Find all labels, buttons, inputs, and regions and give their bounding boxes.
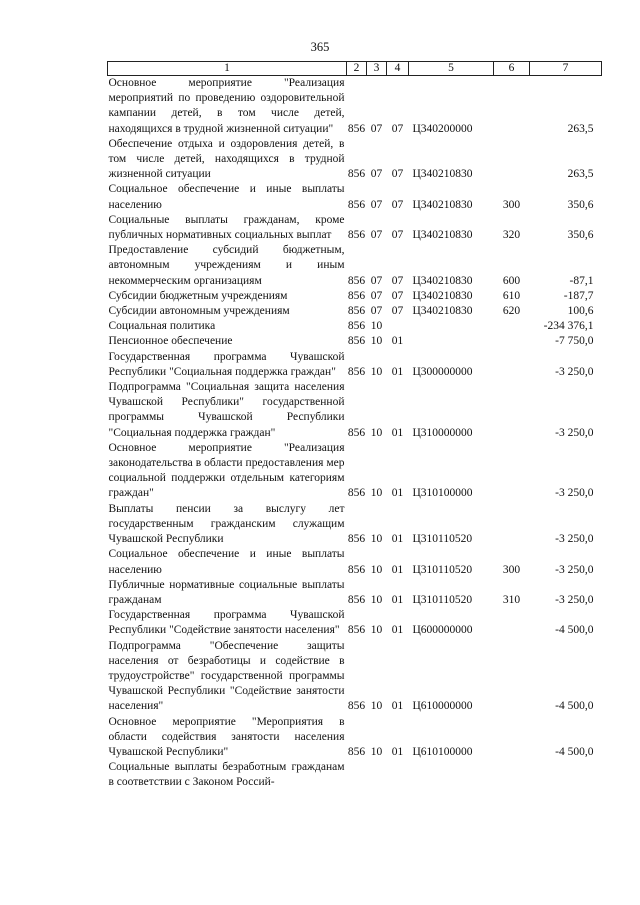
row-ministry-code: 856 <box>347 745 366 758</box>
row-ministry-code: 856 <box>347 624 366 637</box>
row-name: Субсидии бюджетным учреждениям <box>108 289 288 302</box>
row-expense-type <box>494 715 530 761</box>
row-expense-type <box>494 380 530 441</box>
row-name: Субсидии автономным учреждениям <box>108 305 290 318</box>
row-subsection-code: 01 <box>391 426 404 439</box>
row-subsection-code: 01 <box>391 533 404 546</box>
row-subsection-code: 01 <box>391 487 404 500</box>
table-row <box>108 350 602 380</box>
row-subsection-code: 01 <box>391 745 404 758</box>
row-expense-type <box>494 639 530 715</box>
row-section-code: 07 <box>370 229 383 242</box>
table-row <box>108 715 602 761</box>
row-name: Основное мероприятие "Мероприятия в области содействия занятости населения Чувашской Республики" <box>108 715 345 758</box>
row-ministry-code: 856 <box>347 593 366 606</box>
row-name: Социальные выплаты гражданам, кроме публичных нормативных социальных выплат <box>108 213 345 242</box>
row-ministry-code: 856 <box>347 533 366 546</box>
row-ministry-code: 856 <box>347 289 366 302</box>
row-target-article: Ц310000000 <box>412 426 473 439</box>
row-section-code <box>367 760 387 790</box>
table-row <box>108 547 602 577</box>
row-section-code: 10 <box>370 365 383 378</box>
row-amount: -4 500,0 <box>555 700 594 713</box>
table-row <box>108 334 602 349</box>
row-name: Социальная политика <box>108 320 216 333</box>
row-section-code: 10 <box>370 563 383 576</box>
row-amount: -3 250,0 <box>555 487 594 500</box>
row-section-code: 10 <box>370 533 383 546</box>
row-subsection-code: 07 <box>391 274 404 287</box>
row-amount: -7 750,0 <box>555 335 594 348</box>
header-col-7: 7 <box>530 62 602 76</box>
row-amount: -234 376,1 <box>543 320 594 333</box>
row-subsection-code: 01 <box>391 563 404 576</box>
row-name: Пенсионное обеспечение <box>108 335 233 348</box>
row-amount: -187,7 <box>563 289 594 302</box>
row-expense-type: 620 <box>502 305 521 318</box>
row-amount: 350,6 <box>567 229 594 242</box>
row-section-code: 07 <box>370 305 383 318</box>
budget-table <box>107 61 602 791</box>
table-row <box>108 213 602 243</box>
row-expense-type: 300 <box>502 198 521 211</box>
row-name: Социальные выплаты безработным гражданам в соответствии с Законом Россий- <box>108 761 345 789</box>
row-name: Государственная программа Чувашской Республики "Содействие занятости населения" <box>108 609 345 637</box>
row-ministry-code: 856 <box>347 365 366 378</box>
header-col-6: 6 <box>494 62 530 76</box>
row-section-code: 07 <box>370 198 383 211</box>
row-name: Обеспечение отдыха и оздоровления детей, в том числе детей, находящихся в трудной жизненной ситуации <box>108 137 345 181</box>
row-expense-type: 600 <box>502 274 521 287</box>
row-amount: -4 500,0 <box>555 745 594 758</box>
row-ministry-code: 856 <box>347 487 366 500</box>
row-subsection-code: 07 <box>391 289 404 302</box>
row-expense-type <box>494 760 530 790</box>
row-ministry-code: 856 <box>347 274 366 287</box>
row-expense-type: 320 <box>502 229 521 242</box>
row-expense-type <box>494 76 530 137</box>
table-row <box>108 639 602 715</box>
row-section-code: 10 <box>370 745 383 758</box>
row-amount: -3 250,0 <box>555 426 594 439</box>
row-target-article: Ц340210830 <box>412 289 473 302</box>
table-row <box>108 760 602 790</box>
header-col-5: 5 <box>409 62 494 76</box>
row-target-article: Ц340210830 <box>412 274 473 287</box>
row-subsection-code: 01 <box>391 700 404 713</box>
table-row <box>108 304 602 319</box>
table-header <box>108 62 602 76</box>
row-subsection-code: 07 <box>391 305 404 318</box>
row-target-article: Ц310110520 <box>412 533 473 546</box>
header-col-4: 4 <box>387 62 409 76</box>
table-row <box>108 289 602 304</box>
row-name: Государственная программа Чувашской Республики "Социальная поддержка граждан" <box>108 350 345 378</box>
row-expense-type <box>494 319 530 334</box>
table-row <box>108 319 602 334</box>
row-section-code: 10 <box>370 624 383 637</box>
row-target-article: Ц600000000 <box>412 624 473 637</box>
row-subsection-code: 01 <box>391 624 404 637</box>
row-name: Подпрограмма "Обеспечение защиты населения от безработицы и содействие в трудоустройстве" государственной программы Чувашской Республики "Содействие занятости населения" <box>108 639 345 713</box>
row-target-article: Ц610100000 <box>412 745 473 758</box>
row-expense-type <box>494 608 530 638</box>
row-ministry-code: 856 <box>347 426 366 439</box>
row-target-article: Ц340210830 <box>412 305 473 318</box>
row-ministry-code: 856 <box>347 563 366 576</box>
row-target-article <box>409 319 494 334</box>
row-ministry-code: 856 <box>347 122 366 135</box>
row-amount: 263,5 <box>567 122 594 135</box>
row-expense-type: 310 <box>502 593 521 606</box>
row-name: Публичные нормативные социальные выплаты гражданам <box>108 578 345 606</box>
row-target-article: Ц340210830 <box>412 198 473 211</box>
row-target-article: Ц310110520 <box>412 563 473 576</box>
row-subsection-code: 07 <box>391 229 404 242</box>
row-target-article: Ц340210830 <box>412 229 473 242</box>
row-name: Основное мероприятие "Реализация мероприятий по проведению оздоровительной кампании детей, в том числе детей, находящихся в трудной жизненной ситуации" <box>108 77 345 135</box>
row-amount: -4 500,0 <box>555 624 594 637</box>
row-ministry-code: 856 <box>347 320 366 333</box>
row-subsection-code: 07 <box>391 168 404 181</box>
row-target-article: Ц310100000 <box>412 487 473 500</box>
row-name: Подпрограмма "Социальная защита населения Чувашской Республики" государственной программы Чувашской Республики "Социальная поддержка граждан" <box>108 381 345 439</box>
row-target-article: Ц310110520 <box>412 593 473 606</box>
row-amount: -3 250,0 <box>555 533 594 546</box>
row-ministry-code: 856 <box>347 335 366 348</box>
row-expense-type: 300 <box>502 563 521 576</box>
row-section-code: 07 <box>370 122 383 135</box>
header-col-1: 1 <box>108 62 347 76</box>
table-body <box>108 76 602 791</box>
row-ministry-code: 856 <box>347 229 366 242</box>
row-target-article <box>409 760 494 790</box>
row-ministry-code: 856 <box>347 700 366 713</box>
row-section-code: 07 <box>370 168 383 181</box>
row-expense-type: 610 <box>502 289 521 302</box>
table-row <box>108 380 602 441</box>
row-name: Основное мероприятие "Реализация законодательства в области предоставления мер социальной поддержки отдельным категориям граждан" <box>108 441 345 500</box>
header-row <box>108 62 602 76</box>
budget-table-container <box>107 61 601 791</box>
row-name: Предоставление субсидий бюджетным, автономным учреждениям и иным некоммерческим организациям <box>108 244 345 287</box>
row-subsection-code: 01 <box>391 335 404 348</box>
row-name: Социальное обеспечение и иные выплаты населению <box>108 183 345 211</box>
table-row <box>108 182 602 212</box>
row-target-article: Ц340200000 <box>412 122 473 135</box>
row-section-code: 10 <box>370 700 383 713</box>
row-expense-type <box>494 137 530 183</box>
row-subsection-code: 01 <box>391 593 404 606</box>
row-amount: 350,6 <box>567 198 594 211</box>
row-target-article <box>409 334 494 349</box>
header-col-2: 2 <box>347 62 367 76</box>
row-amount: -87,1 <box>569 274 594 287</box>
row-expense-type <box>494 350 530 380</box>
row-target-article: Ц300000000 <box>412 365 473 378</box>
row-name: Выплаты пенсии за выслугу лет государственным гражданским служащим Чувашской Республики <box>108 502 345 546</box>
page-number: 365 <box>310 40 330 54</box>
row-ministry-code: 856 <box>347 305 366 318</box>
row-amount <box>530 760 602 790</box>
row-section-code: 07 <box>370 274 383 287</box>
row-expense-type <box>494 441 530 502</box>
row-section-code: 10 <box>370 320 383 333</box>
row-subsection-code <box>387 760 409 790</box>
row-expense-type <box>494 502 530 548</box>
row-target-article: Ц610000000 <box>412 700 473 713</box>
row-subsection-code: 01 <box>391 365 404 378</box>
table-row <box>108 76 602 137</box>
row-amount: -3 250,0 <box>555 593 594 606</box>
table-row <box>108 608 602 638</box>
row-ministry-code: 856 <box>347 168 366 181</box>
row-ministry-code <box>347 760 367 790</box>
row-amount: -3 250,0 <box>555 365 594 378</box>
row-amount: 263,5 <box>567 168 594 181</box>
row-section-code: 07 <box>370 289 383 302</box>
header-col-3: 3 <box>367 62 387 76</box>
row-ministry-code: 856 <box>347 198 366 211</box>
row-section-code: 10 <box>370 335 383 348</box>
row-section-code: 10 <box>370 487 383 500</box>
row-amount: -3 250,0 <box>555 563 594 576</box>
row-expense-type <box>494 334 530 349</box>
row-subsection-code: 07 <box>391 122 404 135</box>
row-name: Социальное обеспечение и иные выплаты населению <box>108 548 345 576</box>
row-subsection-code: 07 <box>391 198 404 211</box>
row-amount: 100,6 <box>567 305 594 318</box>
table-row <box>108 578 602 608</box>
table-row <box>108 502 602 548</box>
row-section-code: 10 <box>370 593 383 606</box>
row-subsection-code <box>387 319 409 334</box>
table-row <box>108 137 602 183</box>
row-target-article: Ц340210830 <box>412 168 473 181</box>
table-row <box>108 441 602 502</box>
row-section-code: 10 <box>370 426 383 439</box>
table-row <box>108 243 602 289</box>
